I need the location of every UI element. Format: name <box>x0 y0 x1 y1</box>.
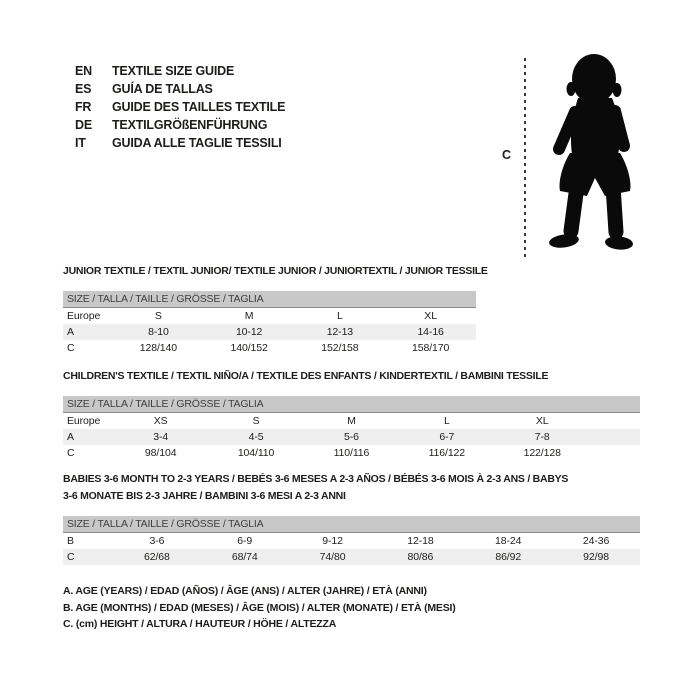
language-code: FR <box>75 100 92 114</box>
language-row <box>75 80 285 98</box>
size-cell: 158/170 <box>411 342 450 354</box>
size-header-bar: SIZE / TALLA / TAILLE / GRÖSSE / TAGLIA <box>63 516 640 533</box>
spacer-cell <box>590 413 640 430</box>
spacer-cell <box>590 445 640 461</box>
table-row <box>63 445 640 461</box>
size-cell: 86/92 <box>464 549 552 565</box>
language-label: GUÍA DE TALLAS <box>112 82 213 96</box>
height-measure-dashed-line <box>524 58 526 260</box>
measure-c-label: C <box>502 148 512 162</box>
size-cell: 122/128 <box>523 447 561 459</box>
size-cell: L <box>443 415 450 427</box>
table-row <box>63 308 476 325</box>
table-row <box>63 549 640 565</box>
size-table-babies <box>63 471 640 565</box>
size-cell: 7-8 <box>495 429 590 445</box>
size-cell: 3-6 <box>149 535 165 547</box>
size-cell: S <box>252 415 260 427</box>
row-label: A <box>63 429 113 445</box>
table-title: BABIES 3-6 MONTH TO 2-3 YEARS / BEBÉS 3-6 MESES A 2-3 AÑOS / BÉBÉS 3-6 MOIS À 2-3 ANS / BABYS 3-6 MONATE BIS 2-3 JAHRE / BAMBINI 3-6 MESI A 2-3 ANNI <box>63 473 569 502</box>
size-cell: 4-5 <box>208 429 303 445</box>
row-label: B <box>67 535 74 547</box>
size-header-bar: SIZE / TALLA / TAILLE / GRÖSSE / TAGLIA <box>63 291 476 308</box>
size-cell: 152/158 <box>321 342 359 354</box>
size-cell: 14-16 <box>385 324 476 340</box>
size-cell: 74/80 <box>289 549 377 565</box>
size-cell: L <box>337 310 343 322</box>
size-cell: 110/116 <box>333 447 370 459</box>
table-title: CHILDREN'S TEXTILE / TEXTIL NIÑO/A / TEXTILE DES ENFANTS / KINDERTEXTIL / BAMBINI TESSILE <box>63 370 549 382</box>
size-header-row <box>63 291 476 308</box>
size-cell: 9-12 <box>322 535 343 547</box>
footnote: A. AGE (YEARS) / EDAD (AÑOS) / ÂGE (ANS) / ALTER (JAHRE) / ETÀ (ANNI) <box>63 585 427 597</box>
spacer-cell <box>590 429 640 445</box>
size-cell: 116/122 <box>428 447 466 459</box>
row-label: C <box>67 447 75 459</box>
row-label: C <box>67 342 75 354</box>
size-cell: 5-6 <box>304 429 399 445</box>
table-row <box>63 429 640 445</box>
size-cell: XS <box>153 415 168 427</box>
size-cell: 12-13 <box>295 324 386 340</box>
footnotes <box>63 583 456 633</box>
size-header-bar: SIZE / TALLA / TAILLE / GRÖSSE / TAGLIA <box>63 396 640 413</box>
size-cell: 92/98 <box>552 549 640 565</box>
language-label: TEXTILGRÖßENFÜHRUNG <box>112 118 268 132</box>
language-row <box>75 98 285 116</box>
row-label: A <box>63 324 113 340</box>
size-cell: 3-4 <box>113 429 208 445</box>
table-row <box>63 324 476 340</box>
table-row <box>63 533 640 550</box>
size-cell: 98/104 <box>144 447 177 459</box>
language-row <box>75 116 285 134</box>
size-table-grid <box>63 396 640 461</box>
language-label: GUIDA ALLE TAGLIE TESSILI <box>112 136 282 150</box>
toddler-silhouette-icon <box>533 48 655 262</box>
size-cell: XL <box>424 310 437 322</box>
size-cell: S <box>154 310 162 322</box>
size-cell: 24-36 <box>582 535 610 547</box>
size-cell: 10-12 <box>204 324 295 340</box>
language-list <box>75 62 285 152</box>
size-cell: M <box>244 310 254 322</box>
size-cell: M <box>347 415 356 427</box>
size-cell: 104/110 <box>237 447 275 459</box>
size-table-junior <box>63 263 488 356</box>
footnote: C. (cm) HEIGHT / ALTURA / HAUTEUR / HÖHE / ALTEZZA <box>63 618 337 630</box>
language-code: EN <box>75 64 92 78</box>
table-row <box>63 413 640 430</box>
language-code: IT <box>75 136 86 150</box>
size-cell: 8-10 <box>113 324 204 340</box>
size-cell: 68/74 <box>201 549 289 565</box>
language-row <box>75 134 285 152</box>
size-table-grid <box>63 291 476 356</box>
size-cell: 18-24 <box>495 535 522 547</box>
size-cell: 140/152 <box>230 342 268 354</box>
size-cell: 80/86 <box>376 549 464 565</box>
size-table-grid <box>63 516 640 565</box>
table-title: JUNIOR TEXTILE / TEXTIL JUNIOR/ TEXTILE JUNIOR / JUNIORTEXTIL / JUNIOR TESSILE <box>63 265 488 277</box>
size-header-row <box>63 516 640 533</box>
size-table-children <box>63 368 640 461</box>
size-header-row <box>63 396 640 413</box>
footnote: B. AGE (MONTHS) / EDAD (MESES) / ÂGE (MOIS) / ALTER (MONATE) / ETÀ (MESI) <box>63 601 456 614</box>
row-label: Europe <box>67 310 101 322</box>
row-label: Europe <box>67 415 101 427</box>
language-label: TEXTILE SIZE GUIDE <box>112 64 235 78</box>
table-row <box>63 340 476 356</box>
language-code: ES <box>75 82 92 96</box>
size-cell: 6-9 <box>237 535 253 547</box>
row-label: C <box>63 549 113 565</box>
size-cell: XL <box>535 415 549 427</box>
size-cell: 62/68 <box>113 549 201 565</box>
size-cell: 6-7 <box>399 429 494 445</box>
size-cell: 12-18 <box>407 535 434 547</box>
language-label: GUIDE DES TAILLES TEXTILE <box>112 100 286 114</box>
size-cell: 128/140 <box>139 342 177 354</box>
language-code: DE <box>75 118 92 132</box>
language-row <box>75 62 285 80</box>
